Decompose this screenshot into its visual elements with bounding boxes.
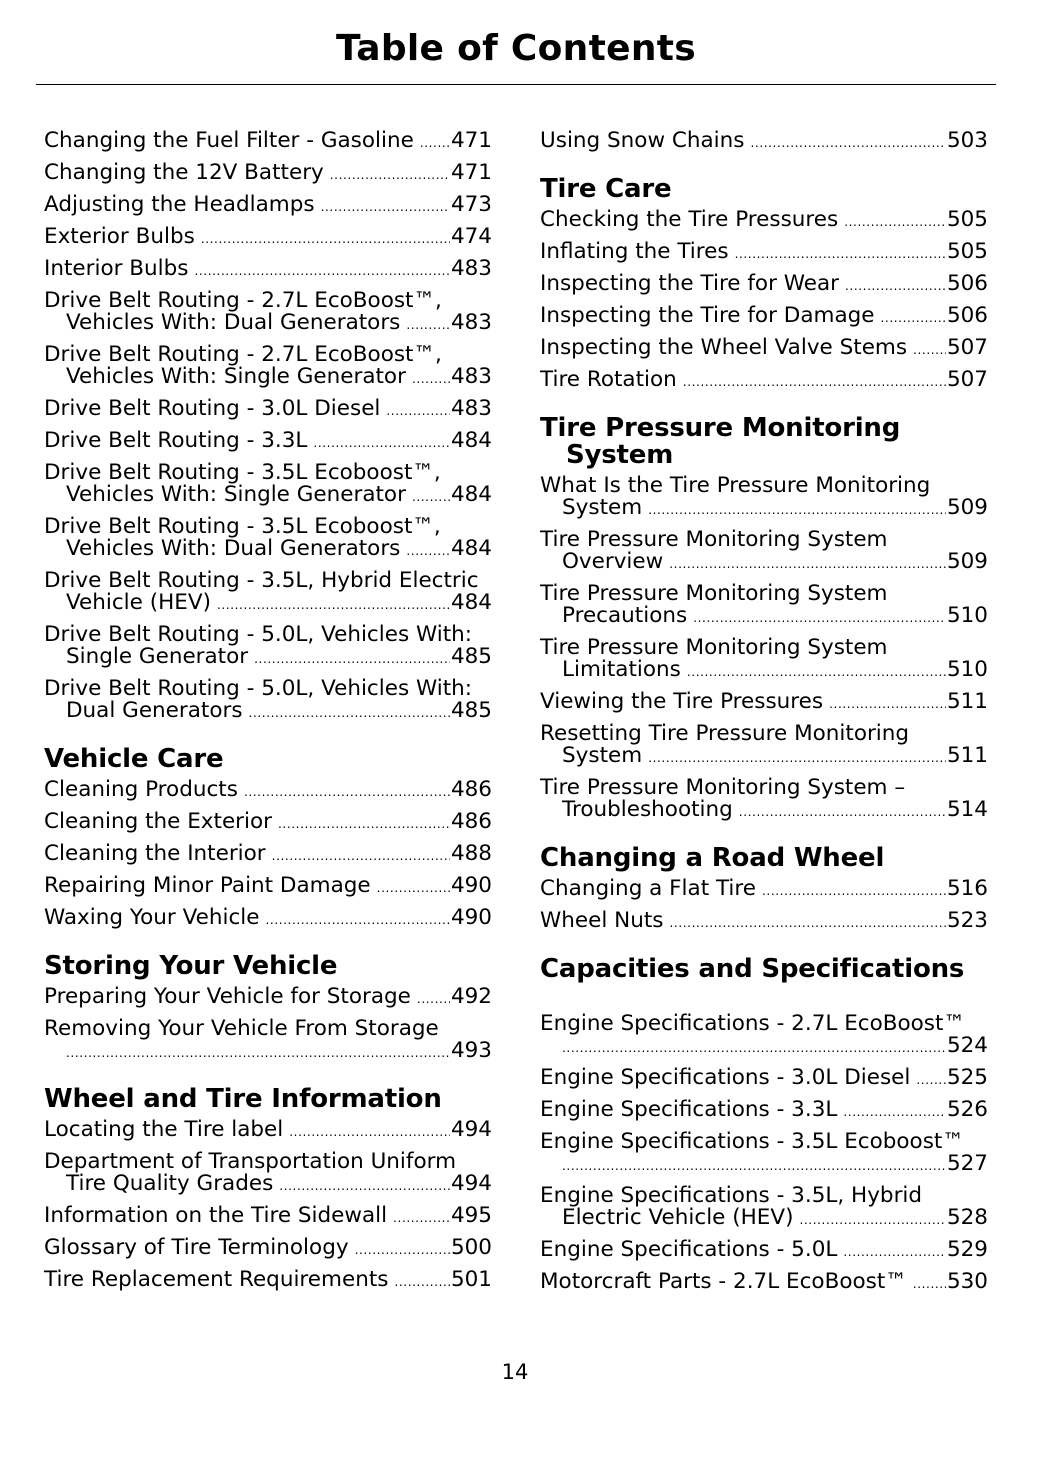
- toc-entry-title: Precautions: [562, 603, 688, 628]
- toc-entry-title: Drive Belt Routing - 2.7L EcoBoost™,: [44, 288, 442, 313]
- toc-entry-title: Viewing the Tire Pressures: [540, 689, 824, 714]
- section-heading-line: Storing Your Vehicle: [44, 951, 338, 981]
- toc-entry-page: 495: [450, 1203, 492, 1228]
- dot-leader: [670, 912, 946, 934]
- section-heading-line: Vehicle Care: [44, 744, 224, 774]
- toc-entry-page: 529: [946, 1237, 988, 1262]
- toc-entry-resetting-tire-pressure-monitoring[interactable]: [540, 723, 988, 769]
- toc-entry-engine-specifications-2-7l-ecoboost[interactable]: [540, 1013, 988, 1059]
- dot-leader: [683, 371, 946, 393]
- toc-entry-page: 527: [946, 1151, 988, 1176]
- dot-leader: [735, 243, 946, 265]
- toc-entry-drive-belt-routing-3-3l[interactable]: [44, 430, 492, 454]
- dot-leader: [412, 486, 450, 508]
- toc-entry-page: 505: [946, 239, 988, 264]
- toc-entry-drive-belt-routing-3-5l-ecoboost[interactable]: [44, 462, 492, 508]
- dot-leader: [844, 211, 946, 233]
- toc-entry-title: Inspecting the Wheel Valve Stems: [540, 335, 908, 360]
- toc-entry-title: Drive Belt Routing - 2.7L EcoBoost™,: [44, 342, 442, 367]
- toc-entry-page: 483: [450, 364, 492, 389]
- section-heading-line: Tire Pressure Monitoring: [540, 413, 901, 443]
- toc-entry-engine-specifications-3-0l-diesel[interactable]: [540, 1067, 988, 1091]
- toc-entry-page: 530: [946, 1269, 988, 1294]
- dot-leader: [217, 594, 450, 616]
- toc-entry-title: Preparing Your Vehicle for Storage: [44, 984, 411, 1009]
- dot-leader: [916, 1069, 946, 1091]
- toc-entry-title: Tire Rotation: [540, 367, 677, 392]
- toc-entry-title: Vehicles With: Single Generator: [66, 482, 406, 507]
- toc-entry-engine-specifications-3-5l-hybrid[interactable]: [540, 1185, 988, 1231]
- toc-right-column: [540, 130, 988, 1303]
- dot-leader: [648, 747, 946, 769]
- toc-entry-title: Removing Your Vehicle From Storage: [44, 1016, 439, 1041]
- dot-leader: [244, 781, 450, 803]
- toc-entry-page: 486: [450, 777, 492, 802]
- dot-leader: [412, 368, 450, 390]
- toc-entry-page: 493: [450, 1038, 492, 1063]
- toc-entry-title: Drive Belt Routing - 3.5L Ecoboost™,: [44, 460, 441, 485]
- toc-entry-repairing-minor-paint-damage[interactable]: [44, 875, 492, 899]
- section-heading-tire-care: [540, 176, 988, 203]
- toc-entry-title: Checking the Tire Pressures: [540, 207, 839, 232]
- toc-entry-page: 524: [946, 1033, 988, 1058]
- section-heading-line: Wheel and Tire Information: [44, 1084, 442, 1114]
- toc-entry-motorcraft-parts-2-7l-ecoboost[interactable]: [540, 1271, 988, 1295]
- toc-entry-title: Changing the Fuel Filter - Gasoline: [44, 128, 414, 153]
- toc-entry-title: Inflating the Tires: [540, 239, 729, 264]
- toc-entry-title: Changing a Flat Tire: [540, 876, 756, 901]
- toc-entry-page: 505: [946, 207, 988, 232]
- dot-leader: [272, 845, 450, 867]
- dot-leader: [393, 1207, 450, 1229]
- toc-entry-title: What Is the Tire Pressure Monitoring: [540, 473, 931, 498]
- section-heading-line: Tire Care: [540, 174, 672, 204]
- toc-entry-title: Wheel Nuts: [540, 908, 664, 933]
- toc-entry-engine-specifications-3-5l-ecoboost[interactable]: [540, 1131, 988, 1177]
- toc-entry-title: Motorcraft Parts - 2.7L EcoBoost™: [540, 1269, 907, 1294]
- toc-entry-page: 486: [450, 809, 492, 834]
- toc-entry-title: Engine Specifications - 2.7L EcoBoost™: [540, 1011, 965, 1036]
- toc-entry-title: Dual Generators: [66, 698, 243, 723]
- toc-entry-page: 511: [946, 689, 988, 714]
- dot-leader: [881, 307, 946, 329]
- toc-entry-locating-the-tire-label[interactable]: [44, 1119, 492, 1143]
- toc-entry-tire-rotation[interactable]: [540, 369, 988, 393]
- toc-entry-page: 503: [946, 128, 988, 153]
- toc-entry-wheel-nuts[interactable]: [540, 910, 988, 934]
- toc-entry-viewing-the-tire-pressures[interactable]: [540, 691, 988, 715]
- toc-entry-tire-pressure-monitoring-system[interactable]: [540, 529, 988, 575]
- toc-entry-title: Waxing Your Vehicle: [44, 905, 260, 930]
- dot-leader: [913, 1273, 946, 1295]
- section-heading-tire-pressure-monitoring: [540, 415, 988, 469]
- toc-entry-title: Drive Belt Routing - 3.5L Ecoboost™,: [44, 514, 441, 539]
- toc-entry-title: Department of Transportation Uniform: [44, 1149, 457, 1174]
- section-heading-line: System: [566, 440, 674, 470]
- toc-entry-cleaning-the-exterior[interactable]: [44, 811, 492, 835]
- toc-entry-page: 483: [450, 310, 492, 335]
- toc-entry-page: 511: [946, 743, 988, 768]
- toc-entry-drive-belt-routing-3-0l-diesel[interactable]: [44, 398, 492, 422]
- toc-entry-title: Interior Bulbs: [44, 256, 189, 281]
- toc-entry-page: 506: [946, 303, 988, 328]
- section-heading-changing-a-road-wheel: [540, 845, 988, 872]
- dot-leader: [313, 432, 450, 454]
- section-heading-capacities-and-specifications: [540, 956, 988, 983]
- toc-entry-page: 526: [946, 1097, 988, 1122]
- toc-entry-title: Repairing Minor Paint Damage: [44, 873, 371, 898]
- toc-entry-cleaning-products[interactable]: [44, 779, 492, 803]
- toc-entry-page: 484: [450, 590, 492, 615]
- dot-leader: [279, 1175, 450, 1197]
- toc-entry-title: Cleaning Products: [44, 777, 238, 802]
- toc-entry-title: Drive Belt Routing - 3.5L, Hybrid Electric: [44, 568, 479, 593]
- toc-entry-title: Drive Belt Routing - 5.0L, Vehicles With:: [44, 676, 473, 701]
- toc-entry-page: 488: [450, 841, 492, 866]
- toc-entry-title: Drive Belt Routing - 5.0L, Vehicles With:: [44, 622, 473, 647]
- dot-leader: [66, 1042, 450, 1064]
- dot-leader: [845, 275, 946, 297]
- dot-leader: [739, 801, 946, 823]
- toc-entry-page: 525: [946, 1065, 988, 1090]
- toc-entry-title: Tire Pressure Monitoring System: [540, 527, 888, 552]
- toc-entry-title: Drive Belt Routing - 3.0L Diesel: [44, 396, 381, 421]
- toc-entry-what-is-the-tire-pressure-monitoring[interactable]: [540, 475, 988, 521]
- dot-leader: [194, 260, 449, 282]
- toc-entry-title: Locating the Tire label: [44, 1117, 284, 1142]
- toc-entry-title: Vehicles With: Single Generator: [66, 364, 406, 389]
- toc-entry-title: Glossary of Tire Terminology: [44, 1235, 349, 1260]
- toc-entry-page: 484: [450, 428, 492, 453]
- toc-entry-page: 523: [946, 908, 988, 933]
- toc-entry-removing-your-vehicle-from-storage[interactable]: [44, 1018, 492, 1064]
- toc-entry-page: 473: [450, 192, 492, 217]
- toc-entry-preparing-your-vehicle-for-storage[interactable]: [44, 986, 492, 1010]
- toc-entry-changing-the-12v-battery[interactable]: [44, 162, 492, 186]
- dot-leader: [201, 228, 450, 250]
- toc-entry-page: 490: [450, 873, 492, 898]
- toc-entry-engine-specifications-5-0l[interactable]: [540, 1239, 988, 1263]
- toc-entry-page: 494: [450, 1171, 492, 1196]
- toc-entry-engine-specifications-3-3l[interactable]: [540, 1099, 988, 1123]
- dot-leader: [750, 132, 945, 154]
- section-heading-line: Capacities and Specifications: [540, 954, 965, 984]
- toc-entry-title: Exterior Bulbs: [44, 224, 195, 249]
- toc-entry-inspecting-the-tire-for-wear[interactable]: [540, 273, 988, 297]
- toc-entry-page: 516: [946, 876, 988, 901]
- toc-entry-adjusting-the-headlamps[interactable]: [44, 194, 492, 218]
- page-title: Table of Contents: [336, 28, 696, 69]
- dot-leader: [562, 1155, 946, 1177]
- toc-entry-title: Inspecting the Tire for Damage: [540, 303, 875, 328]
- toc-entry-title: Tire Pressure Monitoring System: [540, 581, 888, 606]
- toc-entry-title: Overview: [562, 549, 664, 574]
- section-heading-line: Changing a Road Wheel: [540, 843, 885, 873]
- toc-entry-page: 471: [450, 128, 492, 153]
- toc-entry-page: 510: [946, 657, 988, 682]
- toc-entry-title: Tire Pressure Monitoring System –: [540, 775, 906, 800]
- toc-entry-page: 509: [946, 495, 988, 520]
- toc-entry-drive-belt-routing-5-0l-vehicles-with[interactable]: [44, 624, 492, 670]
- toc-entry-inspecting-the-wheel-valve-stems[interactable]: [540, 337, 988, 361]
- dot-leader: [648, 499, 946, 521]
- dot-leader: [829, 693, 946, 715]
- toc-entry-page: 471: [450, 160, 492, 185]
- dot-leader: [254, 648, 450, 670]
- title-divider: [36, 84, 996, 85]
- toc-entry-page: 501: [450, 1267, 492, 1292]
- dot-leader: [321, 196, 450, 218]
- dot-leader: [843, 1241, 946, 1263]
- toc-entry-title: Engine Specifications - 3.5L Ecoboost™: [540, 1129, 964, 1154]
- toc-left-column: [44, 130, 492, 1301]
- toc-entry-title: System: [562, 743, 643, 768]
- toc-entry-title: Tire Quality Grades: [66, 1171, 274, 1196]
- toc-entry-drive-belt-routing-2-7l-ecoboost[interactable]: [44, 290, 492, 336]
- dot-leader: [799, 1209, 945, 1231]
- toc-entry-title: Changing the 12V Battery: [44, 160, 324, 185]
- toc-entry-page: 492: [450, 984, 492, 1009]
- page-number: 14: [501, 1360, 529, 1384]
- toc-entry-title: Troubleshooting: [562, 797, 733, 822]
- toc-entry-title: Tire Pressure Monitoring System: [540, 635, 888, 660]
- toc-entry-page: 507: [946, 367, 988, 392]
- toc-entry-glossary-of-tire-terminology[interactable]: [44, 1237, 492, 1261]
- dot-leader: [249, 702, 450, 724]
- toc-entry-title: Adjusting the Headlamps: [44, 192, 315, 217]
- toc-entry-title: Limitations: [562, 657, 681, 682]
- dot-leader: [406, 314, 450, 336]
- toc-entry-changing-a-flat-tire[interactable]: [540, 878, 988, 902]
- toc-entry-page: 474: [450, 224, 492, 249]
- dot-leader: [278, 813, 450, 835]
- toc-entry-drive-belt-routing-3-5l-hybrid-electric[interactable]: [44, 570, 492, 616]
- dot-leader: [562, 1037, 946, 1059]
- toc-entry-tire-pressure-monitoring-system[interactable]: [540, 583, 988, 629]
- toc-entry-title: Single Generator: [66, 644, 249, 669]
- section-heading-storing-your-vehicle: [44, 953, 492, 980]
- toc-entry-page: 500: [450, 1235, 492, 1260]
- toc-entry-page: 485: [450, 698, 492, 723]
- toc-entry-page: 485: [450, 644, 492, 669]
- toc-entry-tire-replacement-requirements[interactable]: [44, 1269, 492, 1293]
- toc-entry-title: Engine Specifications - 5.0L: [540, 1237, 838, 1262]
- dot-leader: [406, 540, 450, 562]
- dot-leader: [687, 661, 946, 683]
- toc-entry-title: Engine Specifications - 3.0L Diesel: [540, 1065, 911, 1090]
- toc-entry-department-of-transportation-uniform[interactable]: [44, 1151, 492, 1197]
- toc-entry-page: 507: [946, 335, 988, 360]
- toc-entry-drive-belt-routing-3-5l-ecoboost[interactable]: [44, 516, 492, 562]
- dot-leader: [289, 1121, 450, 1143]
- toc-entry-title: Engine Specifications - 3.5L, Hybrid: [540, 1183, 923, 1208]
- toc-entry-inflating-the-tires[interactable]: [540, 241, 988, 265]
- toc-entry-title: Tire Replacement Requirements: [44, 1267, 389, 1292]
- toc-entry-checking-the-tire-pressures[interactable]: [540, 209, 988, 233]
- toc-entry-page: 528: [946, 1205, 988, 1230]
- toc-entry-exterior-bulbs[interactable]: [44, 226, 492, 250]
- toc-entry-title: Drive Belt Routing - 3.3L: [44, 428, 308, 453]
- toc-entry-page: 514: [946, 797, 988, 822]
- toc-entry-page: 509: [946, 549, 988, 574]
- toc-entry-waxing-your-vehicle[interactable]: [44, 907, 492, 931]
- toc-entry-title: Inspecting the Tire for Wear: [540, 271, 840, 296]
- dot-leader: [377, 877, 450, 899]
- toc-entry-page: 506: [946, 271, 988, 296]
- toc-entry-interior-bulbs[interactable]: [44, 258, 492, 282]
- dot-leader: [843, 1101, 946, 1123]
- dot-leader: [420, 132, 450, 154]
- dot-leader: [265, 909, 449, 931]
- toc-entry-title: Electric Vehicle (HEV): [562, 1205, 794, 1230]
- dot-leader: [762, 880, 946, 902]
- toc-entry-title: Information on the Tire Sidewall: [44, 1203, 388, 1228]
- toc-entry-title: Cleaning the Exterior: [44, 809, 272, 834]
- toc-entry-cleaning-the-interior[interactable]: [44, 843, 492, 867]
- toc-entry-title: Vehicles With: Dual Generators: [66, 310, 401, 335]
- toc-entry-title: Resetting Tire Pressure Monitoring: [540, 721, 910, 746]
- dot-leader: [330, 164, 450, 186]
- toc-entry-title: Using Snow Chains: [540, 128, 745, 153]
- toc-entry-page: 490: [450, 905, 492, 930]
- toc-entry-inspecting-the-tire-for-damage[interactable]: [540, 305, 988, 329]
- toc-entry-changing-the-fuel-filter-gasoline[interactable]: [44, 130, 492, 154]
- dot-leader: [669, 553, 946, 575]
- toc-entry-title: Cleaning the Interior: [44, 841, 266, 866]
- toc-entry-page: 484: [450, 482, 492, 507]
- dot-leader: [394, 1271, 450, 1293]
- toc-entry-using-snow-chains[interactable]: [540, 130, 988, 154]
- toc-entry-page: 483: [450, 396, 492, 421]
- section-heading-vehicle-care: [44, 746, 492, 773]
- toc-entry-page: 483: [450, 256, 492, 281]
- toc-entry-title: System: [562, 495, 643, 520]
- toc-entry-page: 494: [450, 1117, 492, 1142]
- toc-entry-title: Engine Specifications - 3.3L: [540, 1097, 838, 1122]
- toc-entry-title: Vehicles With: Dual Generators: [66, 536, 401, 561]
- toc-entry-page: 484: [450, 536, 492, 561]
- toc-entry-tire-pressure-monitoring-system[interactable]: [540, 777, 988, 823]
- dot-leader: [417, 988, 450, 1010]
- dot-leader: [693, 607, 946, 629]
- section-heading-wheel-and-tire-information: [44, 1086, 492, 1113]
- toc-entry-tire-pressure-monitoring-system[interactable]: [540, 637, 988, 683]
- dot-leader: [355, 1239, 450, 1261]
- toc-entry-drive-belt-routing-5-0l-vehicles-with[interactable]: [44, 678, 492, 724]
- dot-leader: [913, 339, 946, 361]
- toc-entry-page: 510: [946, 603, 988, 628]
- toc-entry-title: Vehicle (HEV): [66, 590, 211, 615]
- toc-entry-information-on-the-tire-sidewall[interactable]: [44, 1205, 492, 1229]
- dot-leader: [386, 400, 450, 422]
- toc-entry-drive-belt-routing-2-7l-ecoboost[interactable]: [44, 344, 492, 390]
